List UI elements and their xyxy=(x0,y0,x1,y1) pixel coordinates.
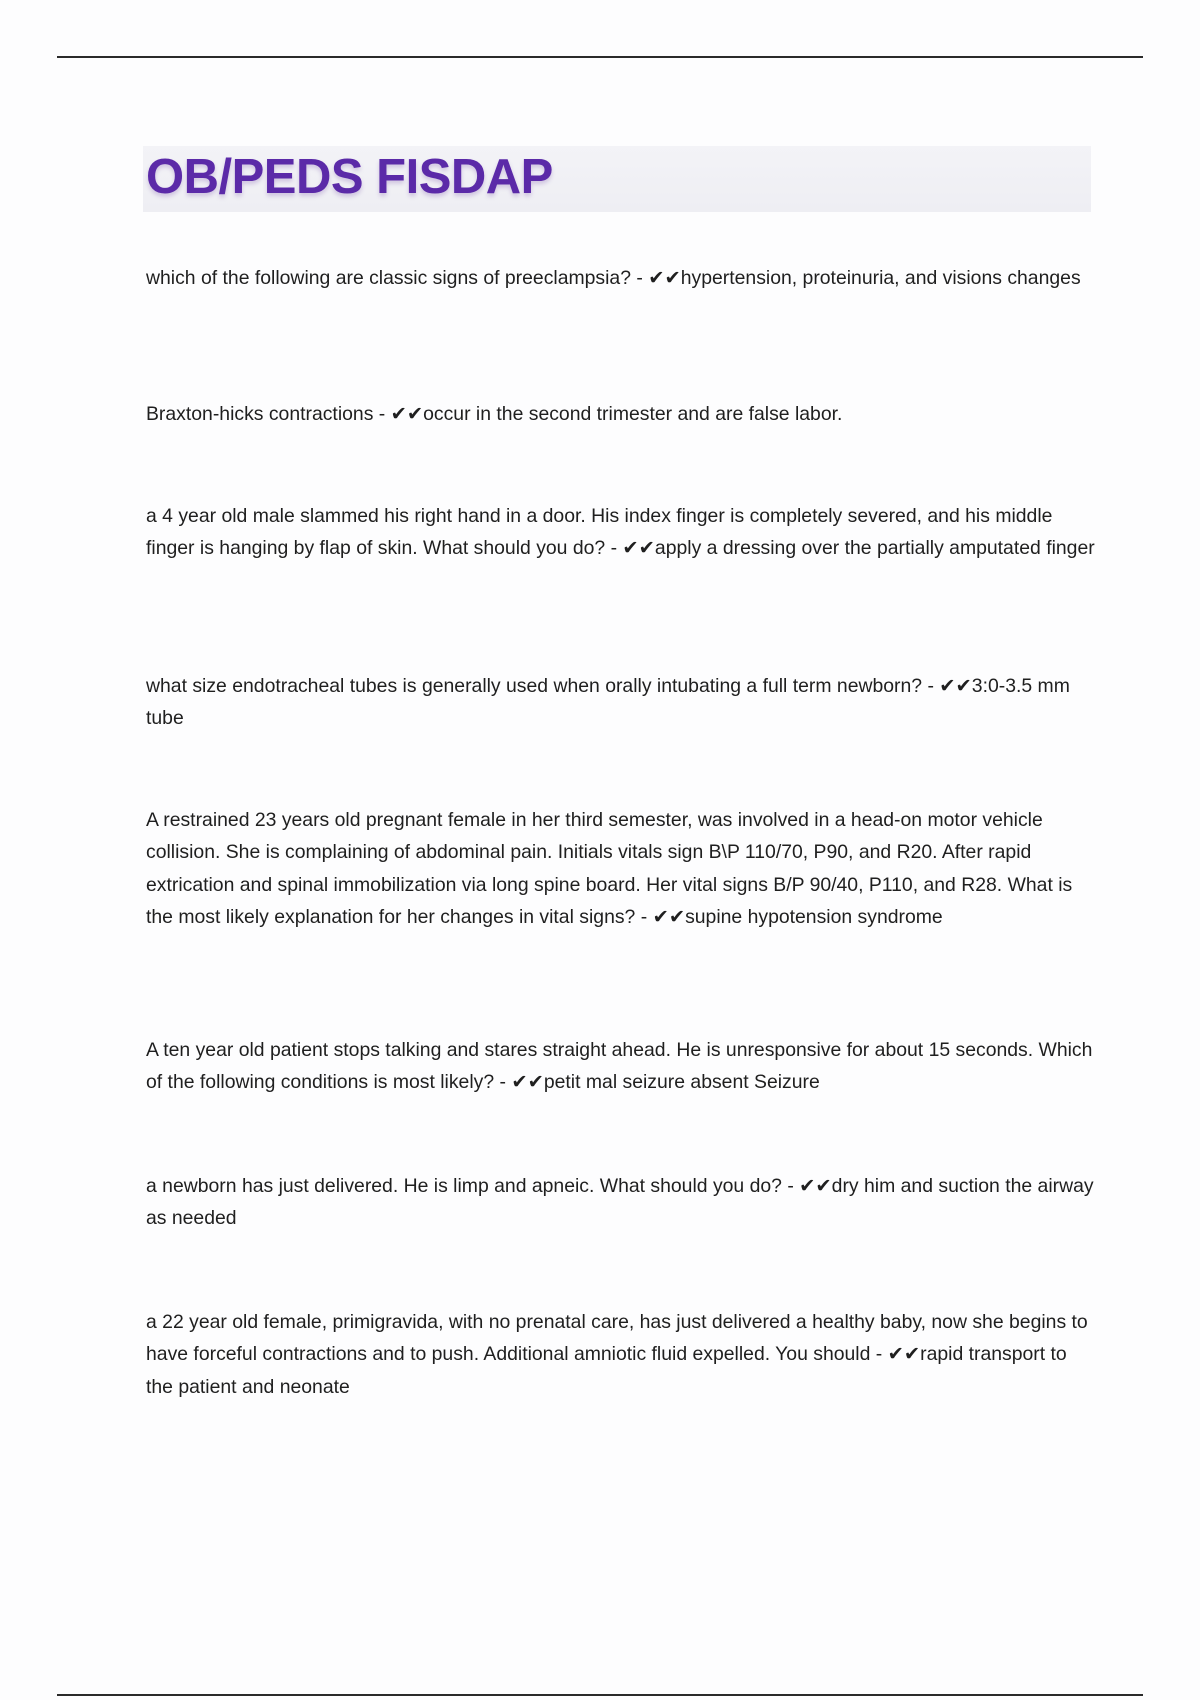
qa-item: Braxton-hicks contractions - ✔✔occur in the second trimester and are false labor. xyxy=(146,403,843,425)
qa-item: what size endotracheal tubes is generally used when orally intubating a full term newborn? - ✔✔3:0-3.5 mm tube xyxy=(146,675,1070,730)
qa-item: which of the following are classic signs of preeclampsia? - ✔✔hypertension, proteinuria, and visions changes xyxy=(146,267,1081,289)
qa-item: A restrained 23 years old pregnant female in her third semester, was involved in a head-on motor vehicle collision. She is complaining of abdominal pain. Initials vitals sign B\P 110/70, P90, and R20. After rapid extrication and spinal immobilization via long spine board. Her vital signs B/P 90/40, P110, and R28. What is the most likely explanation for her changes in vital signs? - ✔✔supine hypotension syndrome xyxy=(146,809,1073,929)
qa-item: A ten year old patient stops talking and stares straight ahead. He is unresponsive for about 15 seconds. Which of the following conditions is most likely? - ✔✔petit mal seizure absent Seizure xyxy=(146,1039,1093,1094)
page-title: OB/PEDS FISDAP xyxy=(146,150,553,204)
qa-item: a 22 year old female, primigravida, with no prenatal care, has just delivered a healthy baby, now she begins to have forceful contractions and to push. Additional amniotic fluid expelled. You should - ✔✔rapid transport to the patient and neonate xyxy=(146,1311,1088,1398)
bottom-rule xyxy=(57,1694,1143,1696)
qa-item: a newborn has just delivered. He is limp and apneic. What should you do? - ✔✔dry him and suction the airway as needed xyxy=(146,1175,1094,1230)
top-rule xyxy=(57,56,1143,58)
qa-item: a 4 year old male slammed his right hand in a door. His index finger is completely severed, and his middle finger is hanging by flap of skin. What should you do? - ✔✔apply a dressing over the partially amputated finger xyxy=(146,505,1095,560)
